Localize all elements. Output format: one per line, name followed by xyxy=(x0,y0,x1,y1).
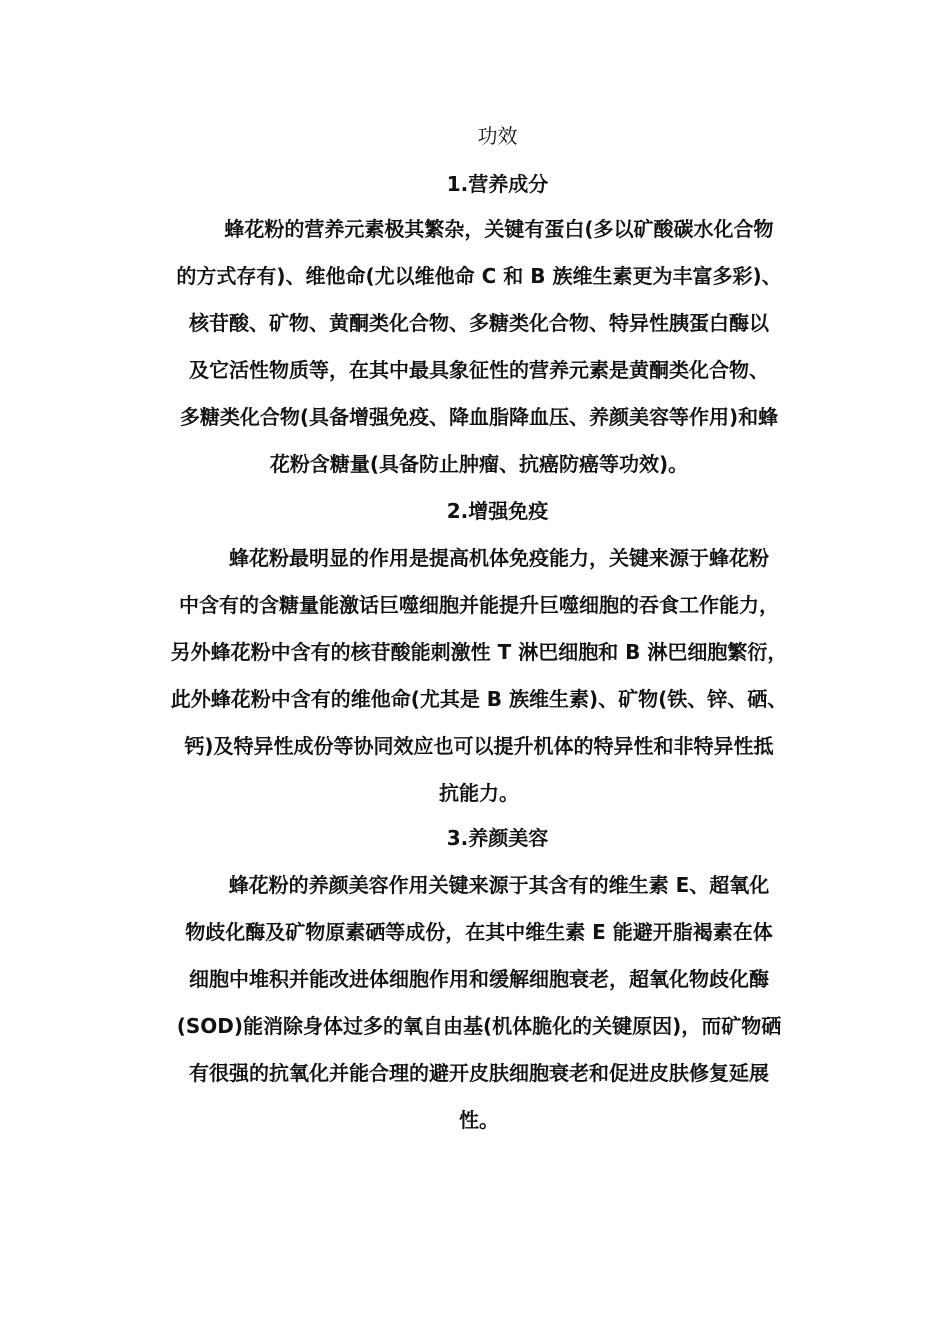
section-body-nutrition xyxy=(148,206,810,488)
text-line: 另外蜂花粉中含有的核苷酸能刺激性 T 淋巴细胞和 B 淋巴细胞繁衍， xyxy=(170,640,788,664)
text-line: 核苷酸、矿物、黄酮类化合物、多糖类化合物、特异性胰蛋白酶以 xyxy=(189,311,769,335)
text-line: 有很强的抗氧化并能合理的避开皮肤细胞衰老和促进皮肤修复延展 xyxy=(189,1061,769,1085)
text-line: 花粉含糖量(具备防止肿瘤、抗癌防癌等功效)。 xyxy=(269,452,689,476)
text-line: (SOD)能消除身体过多的氧自由基(机体脆化的关键原因)，而矿物硒 xyxy=(176,1014,782,1038)
text-line: 蜂花粉的营养元素极其繁杂，关键有蛋白(多以矿酸碳水化合物 xyxy=(224,217,774,241)
text-line: 钙)及特异性成份等协同效应也可以提升机体的特异性和非特异性抵 xyxy=(184,734,774,758)
text-line: 多糖类化合物(具备增强免疫、降血脂降血压、养颜美容等作用)和蜂 xyxy=(179,405,779,429)
text-line: 此外蜂花粉中含有的维他命(尤其是 B 族维生素)、矿物(铁、锌、硒、 xyxy=(170,687,788,711)
text-line: 物歧化酶及矿物原素硒等成份，在其中维生素 E 能避开脂褐素在体 xyxy=(185,920,773,944)
text-line: 抗能力。 xyxy=(439,781,519,805)
section-heading-immunity: 2.增强免疫 xyxy=(446,499,549,523)
text-line: 的方式存有)、维他命(尤以维他命 C 和 B 族维生素更为丰富多彩)、 xyxy=(176,264,782,288)
section-heading-beauty: 3.养颜美容 xyxy=(446,826,549,850)
section-body-immunity xyxy=(148,535,810,817)
section-heading-nutrition: 1.营养成分 xyxy=(446,172,549,196)
text-line: 及它活性物质等，在其中最具象征性的营养元素是黄酮类化合物、 xyxy=(189,358,769,382)
text-line: 中含有的含糖量能激话巨噬细胞并能提升巨噬细胞的吞食工作能力， xyxy=(179,593,779,617)
text-line: 蜂花粉的养颜美容作用关键来源于其含有的维生素 E、超氧化 xyxy=(228,873,770,897)
page-title: 功效 xyxy=(477,124,518,148)
text-line: 细胞中堆积并能改进体细胞作用和缓解细胞衰老，超氧化物歧化酶 xyxy=(189,967,769,991)
text-line: 蜂花粉最明显的作用是提高机体免疫能力，关键来源于蜂花粉 xyxy=(229,546,769,570)
section-body-beauty xyxy=(148,862,810,1144)
text-line: 性。 xyxy=(459,1108,499,1132)
